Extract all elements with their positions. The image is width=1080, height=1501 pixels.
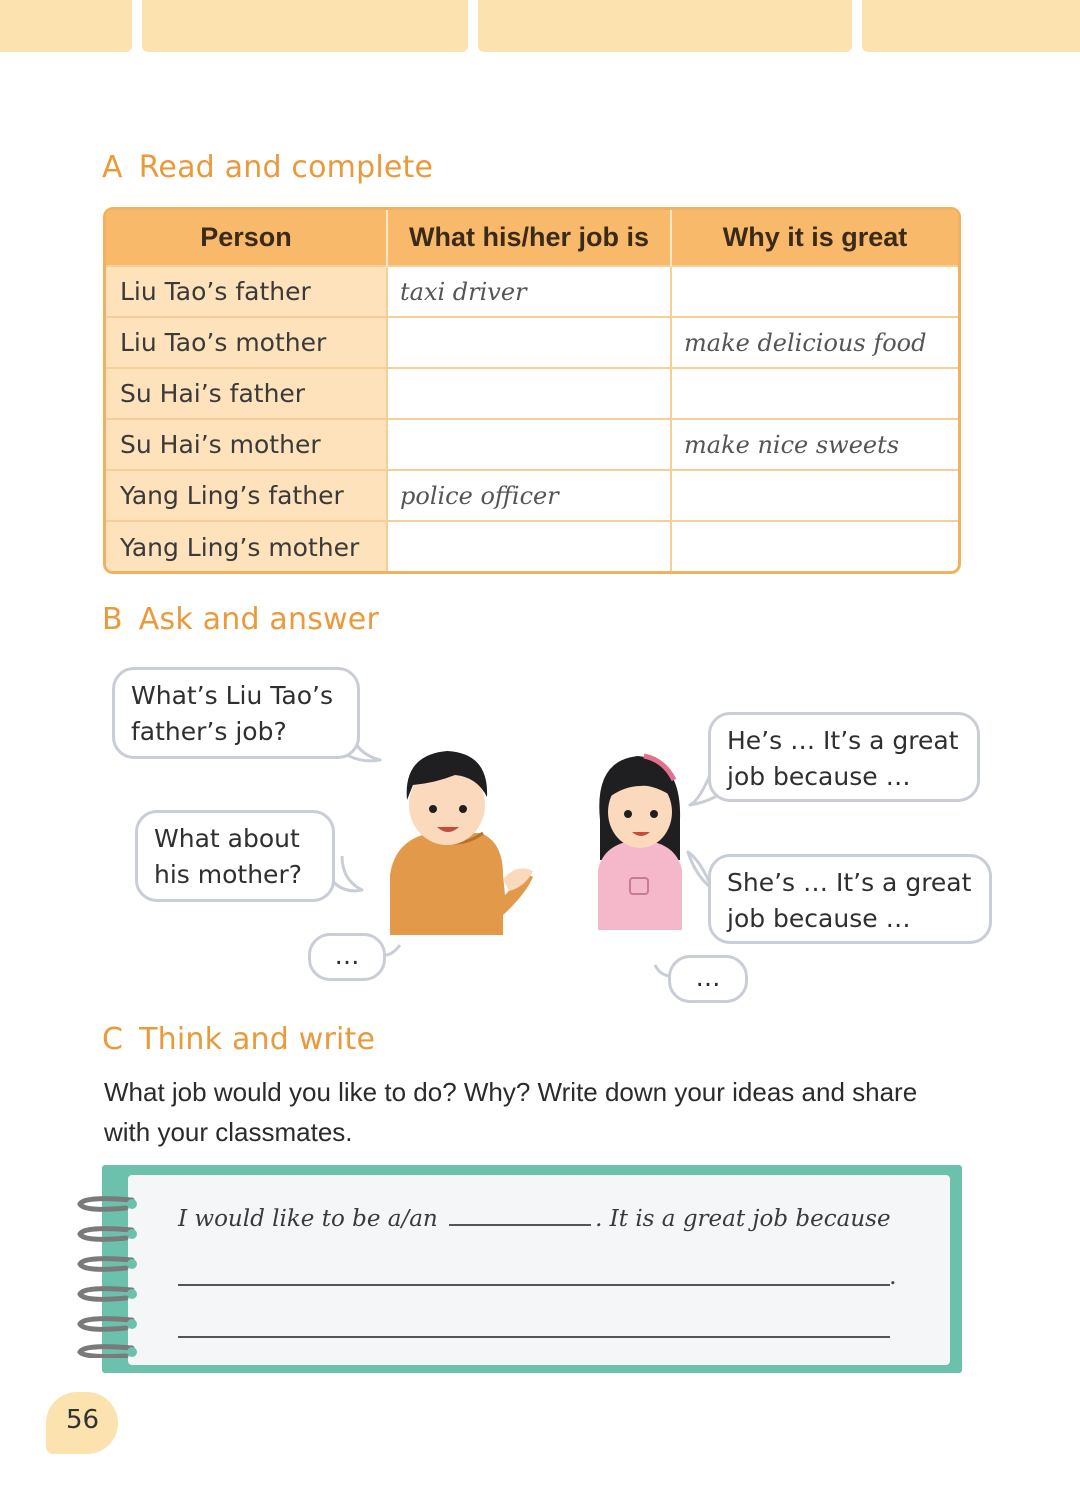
section-letter: A	[102, 150, 123, 185]
instructions-text: What job would you like to do? Why? Write down your ideas and share with your classmates.	[104, 1077, 918, 1147]
section-c-title	[102, 1022, 375, 1057]
speech-bubble-answer-1	[708, 712, 980, 802]
writing-line-1[interactable]	[178, 1284, 890, 1286]
why-cell[interactable]: make nice sweets	[671, 419, 958, 470]
bubble-text: father’s job?	[131, 717, 287, 746]
person-cell: Su Hai’s father	[106, 368, 387, 419]
person-cell: Liu Tao’s mother	[106, 317, 387, 368]
header-why: Why it is great	[671, 210, 958, 266]
bubble-text: job because …	[727, 762, 911, 791]
job-cell[interactable]: police officer	[387, 470, 671, 521]
person-cell: Liu Tao’s father	[106, 266, 387, 317]
notebook-rings-icon	[74, 1188, 144, 1358]
job-cell[interactable]: taxi driver	[387, 266, 671, 317]
section-heading: Read and complete	[138, 150, 434, 185]
sentence-period: .	[889, 1262, 897, 1290]
section-heading: Think and write	[139, 1022, 376, 1057]
bubble-text: What’s Liu Tao’s	[131, 681, 333, 710]
speech-bubble-ellipsis-boy	[308, 933, 386, 981]
speech-bubble-question-1	[112, 667, 360, 759]
page-number: 56	[66, 1405, 100, 1435]
speech-bubble-answer-2	[708, 854, 992, 944]
why-cell[interactable]: make delicious food	[671, 317, 958, 368]
person-cell: Yang Ling’s mother	[106, 521, 387, 572]
notebook-sentence	[178, 1204, 918, 1232]
job-blank-input[interactable]	[449, 1204, 591, 1226]
header-job: What his/her job is	[387, 210, 671, 266]
writing-line-2[interactable]	[178, 1336, 890, 1338]
section-letter: C	[102, 1022, 124, 1057]
sentence-suffix: . It is a great job because	[595, 1206, 891, 1232]
bubble-text: He’s … It’s a great	[727, 726, 959, 755]
bubble-text: his mother?	[154, 860, 302, 889]
person-cell: Yang Ling’s father	[106, 470, 387, 521]
bubble-text: What about	[154, 824, 300, 853]
bubble-text: …	[334, 941, 360, 970]
section-letter: B	[102, 602, 123, 637]
header-person: Person	[106, 210, 387, 266]
girl-illustration	[590, 750, 690, 930]
speech-bubble-question-2	[135, 810, 335, 902]
person-cell: Su Hai’s mother	[106, 419, 387, 470]
sentence-prefix: I would like to be a/an	[178, 1206, 438, 1232]
section-heading: Ask and answer	[138, 602, 379, 637]
speech-bubble-ellipsis-girl	[668, 955, 748, 1003]
boy-illustration	[385, 745, 535, 935]
bubble-text: job because …	[727, 904, 911, 933]
bubble-text: She’s … It’s a great	[727, 868, 972, 897]
bubble-text: …	[695, 963, 721, 992]
